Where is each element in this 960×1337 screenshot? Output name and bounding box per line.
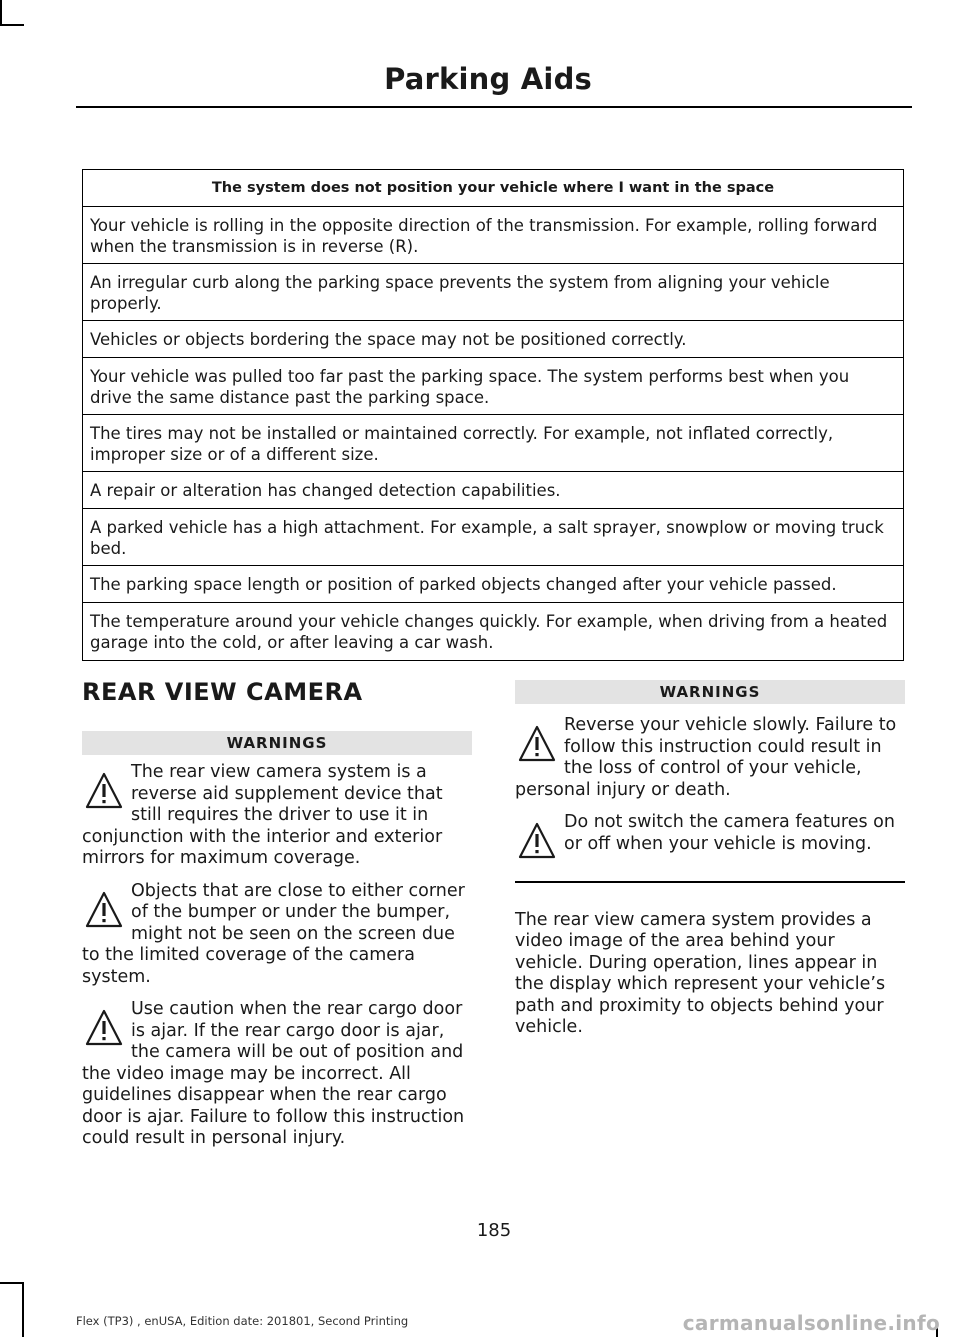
warnings-label: WARNINGS	[82, 731, 472, 755]
section-heading: REAR VIEW CAMERA	[82, 678, 363, 706]
header-rule	[76, 106, 912, 108]
crop-mark-top-left-h	[0, 24, 24, 26]
right-warnings-column	[515, 680, 905, 1039]
warning-text: Do not switch the camera features on or off when your vehicle is moving.	[564, 812, 895, 854]
warning-text: Reverse your vehicle slowly. Failure to follow this instruction could result in the loss of control of your vehicle, personal injury or death.	[515, 715, 897, 800]
table-row: Your vehicle is rolling in the opposite direction of the transmission. For example, rolling forward when the transmission is in reverse (R).	[83, 207, 903, 264]
warning-item	[82, 999, 472, 1150]
watermark: carmanualsonline.info	[682, 1311, 940, 1335]
crop-mark-bottom-left	[0, 1282, 24, 1284]
warning-item	[515, 812, 905, 861]
table-row: An irregular curb along the parking space prevents the system from aligning your vehicle properly.	[83, 264, 903, 321]
warning-triangle-icon	[84, 1008, 124, 1048]
body-paragraph: The rear view camera system provides a video image of the area behind your vehicle. During operation, lines appear in the display which represent your vehicle’s path and proximity to objects behind your vehicle.	[515, 909, 886, 1037]
warning-triangle-icon	[84, 771, 124, 811]
table-row: A parked vehicle has a high attachment. For example, a salt sprayer, snowplow or moving truck bed.	[83, 509, 903, 566]
warning-triangle-icon	[517, 821, 557, 861]
table-row: Vehicles or objects bordering the space may not be positioned correctly.	[83, 321, 903, 358]
warning-item	[515, 715, 905, 801]
page-title: Parking Aids	[384, 62, 592, 96]
crop-mark-bottom-left-v	[22, 1282, 24, 1337]
page-number: 185	[476, 1220, 512, 1241]
warning-text: Objects that are close to either corner of the bumper or under the bumper, might not be seen on the screen due to the limited coverage of the camera system.	[82, 880, 465, 987]
warning-text: The rear view camera system is a reverse aid supplement device that still requires the driver to use it in conjunction with the interior and exterior mirrors for maximum coverage.	[82, 762, 443, 868]
table-row: The parking space length or position of parked objects changed after your vehicle passed.	[83, 566, 903, 603]
table-row: The tires may not be installed or maintained correctly. For example, not inflated correctly, improper size or of a different size.	[83, 415, 903, 472]
crop-mark-top-left	[0, 0, 2, 24]
warnings-end-rule	[515, 881, 905, 883]
troubleshooting-table	[82, 169, 904, 661]
left-warnings-column	[82, 731, 472, 1150]
table-heading: The system does not position your vehicle where I want in the space	[83, 170, 903, 207]
warnings-label: WARNINGS	[515, 680, 905, 704]
edition-footer: Flex (TP3) , enUSA, Edition date: 201801, Second Printing	[76, 1314, 409, 1328]
warning-text: Use caution when the rear cargo door is ajar. If the rear cargo door is ajar, the camera will be out of position and the video image may be incorrect. All guidelines disappear when the rear cargo door is ajar. Failure to follow this instruction could result in personal injury.	[82, 999, 465, 1148]
warning-item	[82, 762, 472, 870]
warning-triangle-icon	[517, 724, 557, 764]
table-row: Your vehicle was pulled too far past the parking space. The system performs best when you drive the same distance past the parking space.	[83, 358, 903, 415]
warning-item	[82, 881, 472, 989]
table-row: A repair or alteration has changed detection capabilities.	[83, 472, 903, 509]
table-row: The temperature around your vehicle changes quickly. For example, when driving from a heated garage into the cold, or after leaving a car wash.	[90, 612, 888, 652]
warning-triangle-icon	[84, 890, 124, 930]
